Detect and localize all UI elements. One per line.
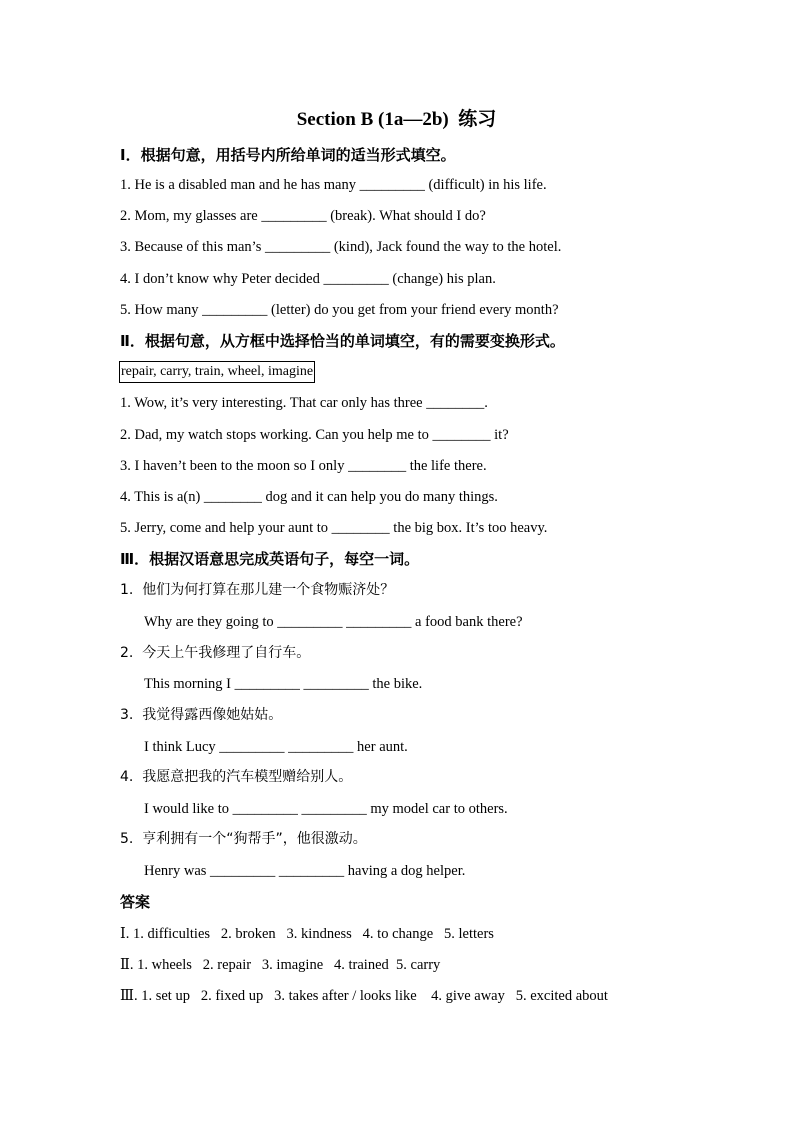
part3-english-sentence: Why are they going to _________ _________ a food bank there? [144, 614, 523, 630]
part2-item: 5. Jerry, come and help your aunt to ________ the big box. It’s too heavy. [120, 520, 548, 536]
answer-line-part3: Ⅲ. 1. set up 2. fixed up 3. takes after / looks like 4. give away 5. excited about [120, 988, 608, 1004]
part3-english-sentence: I would like to _________ _________ my model car to others. [144, 801, 508, 817]
page-title: Section B (1a—2b) 练习 [296, 109, 497, 130]
part2-heading: Ⅱ．根据句意，从方框中选择恰当的单词填空，有的需要变换形式。 [120, 332, 565, 350]
part3-english-sentence: Henry was _________ _________ having a dog helper. [144, 863, 466, 879]
part1-item: 2. Mom, my glasses are _________ (break). What should I do? [120, 208, 486, 224]
answer-line-part1: Ⅰ. 1. difficulties 2. broken 3. kindness 4. to change 5. letters [120, 926, 494, 942]
part1-item: 5. How many _________ (letter) do you get from your friend every month? [120, 302, 559, 318]
part3-chinese-prompt: 1. 他们为何打算在那儿建一个食物赈济处？ [120, 582, 395, 598]
part2-item: 2. Dad, my watch stops working. Can you help me to ________ it? [120, 427, 509, 443]
part2-item: 1. Wow, it’s very interesting. That car only has three ________. [120, 395, 488, 411]
part3-english-sentence: I think Lucy _________ _________ her aunt. [144, 739, 408, 755]
part2-item: 4. This is a(n) ________ dog and it can help you do many things. [120, 489, 498, 505]
part3-chinese-prompt: 2. 今天上午我修理了自行车。 [120, 645, 311, 661]
part3-english-sentence: This morning I _________ _________ the bike. [144, 676, 423, 692]
part3-chinese-prompt: 4. 我愿意把我的汽车模型赠给别人。 [120, 769, 353, 785]
part1-item: 3. Because of this man’s _________ (kind), Jack found the way to the hotel. [120, 239, 562, 255]
answer-line-part2: Ⅱ. 1. wheels 2. repair 3. imagine 4. trained 5. carry [120, 957, 441, 973]
part2-item: 3. I haven’t been to the moon so I only ________ the life there. [120, 458, 487, 474]
part1-heading: Ⅰ．根据句意，用括号内所给单词的适当形式填空。 [120, 146, 456, 164]
part1-item: 4. I don’t know why Peter decided _________ (change) his plan. [120, 271, 496, 287]
word-box: repair, carry, train, wheel, imagine [119, 361, 315, 383]
answers-heading: 答案 [120, 893, 151, 911]
part3-chinese-prompt: 5. 亨利拥有一个“狗帮手”，他很激动。 [120, 831, 367, 847]
part3-heading: Ⅲ．根据汉语意思完成英语句子，每空一词。 [120, 550, 420, 568]
part1-item: 1. He is a disabled man and he has many _________ (difficult) in his life. [120, 177, 547, 193]
part3-chinese-prompt: 3. 我觉得露西像她姑姑。 [120, 707, 283, 723]
